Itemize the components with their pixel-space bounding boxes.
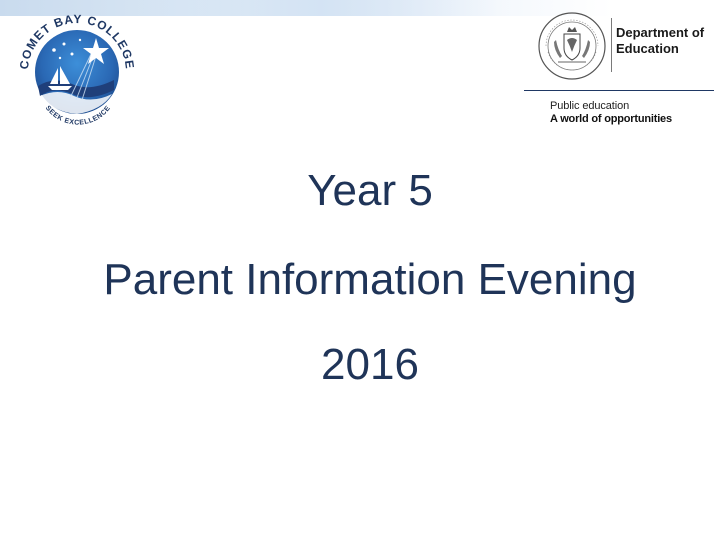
top-gradient-sweep: [140, 0, 500, 16]
department-name: Department of Education: [616, 25, 705, 56]
department-tagline-2: A world of opportunities: [550, 113, 672, 125]
title-year-number: 2016: [321, 340, 419, 389]
department-rule: [524, 90, 714, 91]
department-tagline-1: Public education: [550, 100, 630, 112]
comet-bay-college-logo: [14, 10, 140, 128]
college-motto-text: SEEK EXCELLENCE: [43, 104, 113, 127]
western-australia-crest-icon: [536, 10, 608, 82]
college-name-text: COMET BAY COLLEGE: [16, 11, 138, 71]
title-event: Parent Information Evening: [103, 255, 637, 304]
department-branding: [536, 10, 716, 130]
title-year: Year 5: [307, 166, 433, 215]
department-divider: [611, 18, 612, 72]
